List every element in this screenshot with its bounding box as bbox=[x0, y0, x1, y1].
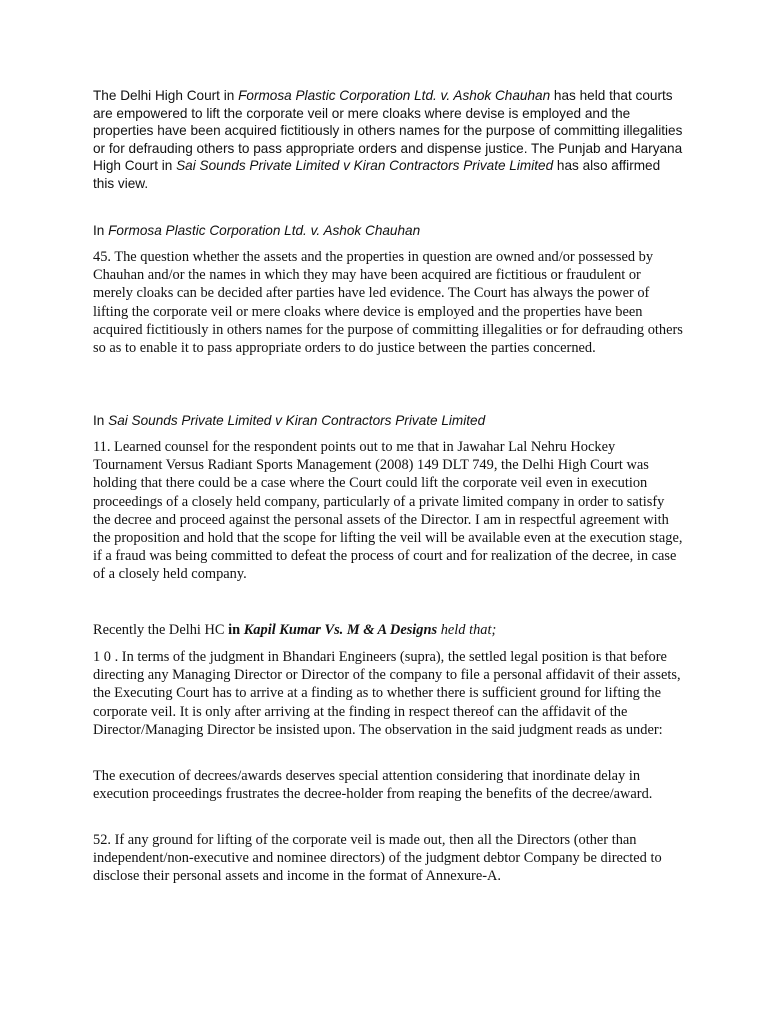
quote-sai-sounds-para-11: 11. Learned counsel for the respondent points out to me that in Jawahar Lal Nehru Hockey Tournament Versus Radiant Sports Management (2008) 149 DLT 749, the Delhi High Court was holding that there could be a case where the Court could lift the corporate veil even in execution proceedings of a closely held company, particularly of a private limited company in order to satisfy the decree and proceed against the personal assets of the Director. I am in respectful agreement with the proposition and hold that the scope for lifting the veil will be available even at the execution stage, if a fraud was being committed to defeat the process of court and for realization of the decree, in case of a closely held company. bbox=[93, 439, 683, 583]
intro-text-2: has held that courts are empowered to lift the corporate veil or mere cloaks where devise is employed and the properties have been acquired fictitiously in others names for the purpose of committing illegalities or for defrauding others to pass appropriate orders and dispense justice. The Punjab and Haryana High Court in bbox=[93, 88, 683, 174]
case-name-formosa: Formosa Plastic Corporation Ltd. v. Ashok Chauhan bbox=[238, 88, 551, 103]
quote-execution-decrees: The execution of decrees/awards deserves special attention considering that inordinate delay in execution proceedings frustrates the decree-holder from reaping the benefits of the decree/award. bbox=[93, 768, 653, 803]
heading-prefix: In bbox=[93, 223, 109, 238]
section-heading-sai-sounds bbox=[93, 412, 683, 430]
heading-case-sai-sounds: Sai Sounds Private Limited v Kiran Contractors Private Limited bbox=[108, 413, 486, 428]
case-name-sai-sounds: Sai Sounds Private Limited v Kiran Contractors Private Limited bbox=[176, 158, 554, 174]
heading-case-formosa: Formosa Plastic Corporation Ltd. v. Ashok Chauhan bbox=[108, 223, 421, 238]
quote-para-52: 52. If any ground for lifting of the corporate veil is made out, then all the Directors (other than independent/non-executive and nominee directors) of the judgment debtor Company be directed to disclose their personal assets and income in the format of Annexure-A. bbox=[93, 832, 662, 885]
heading-tail: held that; bbox=[437, 622, 497, 638]
section-heading-kapil-kumar bbox=[93, 621, 683, 639]
section-heading-formosa bbox=[93, 222, 683, 240]
intro-text-3: has also affirmed this view. bbox=[93, 158, 661, 191]
intro-paragraph bbox=[93, 87, 683, 193]
quote-kapil-kumar-para-10: 1 0 . In terms of the judgment in Bhandari Engineers (supra), the settled legal position is that before directing any Managing Director or Director of the company to file a personal affidavit of their assets, the Executing Court has to arrive at a finding as to whether there is sufficient ground for lifting the corporate veil. It is only after arriving at the finding in respect thereof can the affidavit of the Director/Managing Director be insisted upon. The observation in the said judgment reads as under: bbox=[93, 649, 681, 738]
intro-text-1: The Delhi High Court in bbox=[93, 88, 239, 103]
heading-text: Recently the Delhi HC bbox=[93, 622, 229, 638]
heading-case-kapil-kumar: Kapil Kumar Vs. M & A Designs bbox=[243, 622, 438, 638]
heading-prefix: In bbox=[93, 413, 109, 428]
quote-formosa-para-45: 45. The question whether the assets and the properties in question are owned and/or possessed by Chauhan and/or the names in which they may have been acquired are fictitious or fraudulent or merely cloaks can be decided after parties have led evidence. The Court has always the power of lifting the corporate veil or mere cloaks where device is employed and the properties have been acquired fictitiously in others names for the purpose of committing illegalities or for defrauding others so as to enable it to pass appropriate orders to do justice between the parties concerned. bbox=[93, 249, 683, 357]
heading-in: in bbox=[228, 622, 244, 638]
